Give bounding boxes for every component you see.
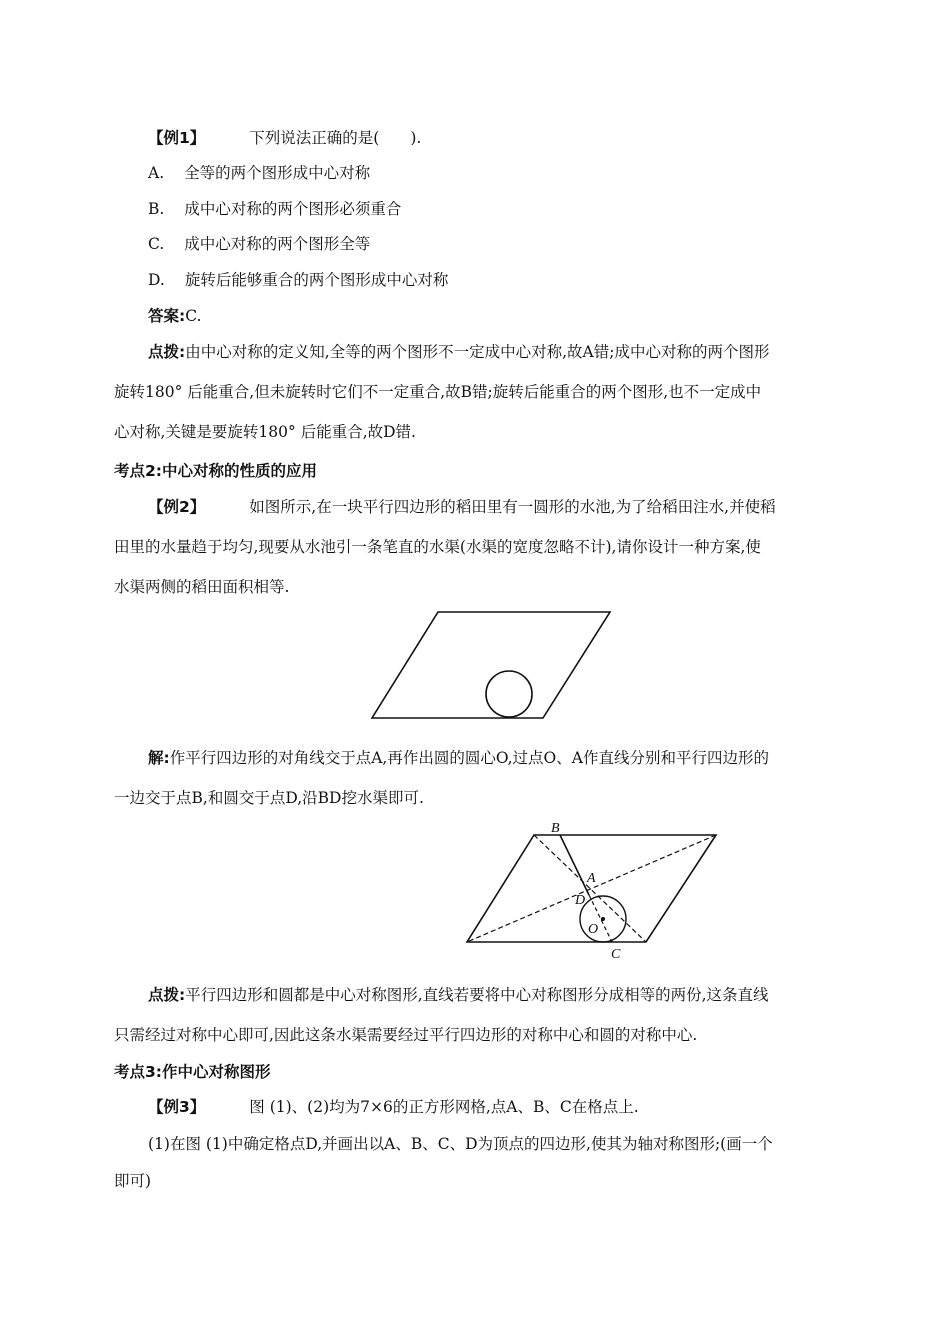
label-b: B	[551, 821, 560, 836]
example3-part1-line-2: 即可)	[114, 1172, 152, 1190]
example3-question-line	[148, 1097, 639, 1117]
example3-question: 图 (1)、(2)均为7×6的正方形网格,点A、B、C在格点上.	[249, 1098, 639, 1116]
example3-tag: 【例3】	[148, 1098, 206, 1116]
example1-question: 下列说法正确的是( ).	[249, 129, 422, 147]
answer-label: 答案:	[148, 307, 186, 325]
hint-text: 平行四边形和圆都是中心对称图形,直线若要将中心对称图形分成相等的两份,这条直线	[185, 986, 769, 1004]
option-letter: A.	[148, 164, 165, 182]
option-text: 成中心对称的两个图形全等	[184, 235, 371, 253]
example2-hint-line-1	[148, 985, 769, 1005]
example1-hint-line-3: 心对称,关键是要旋转180° 后能重合,故D错.	[114, 423, 416, 441]
label-a: A	[587, 871, 596, 886]
center-point-o	[601, 917, 605, 921]
hint-label: 点拨:	[148, 986, 186, 1004]
answer-value: C.	[185, 307, 202, 325]
solution-label: 解:	[148, 749, 170, 767]
hint-label: 点拨:	[148, 343, 186, 361]
example2-question-line-3: 水渠两侧的稻田面积相等.	[114, 578, 290, 596]
section3-heading: 考点3:作中心对称图形	[114, 1063, 271, 1081]
option-text: 旋转后能够重合的两个图形成中心对称	[184, 271, 449, 289]
example2-hint-line-2: 只需经过对称中心即可,因此这条水渠需要经过平行四边形的对称中心和圆的对称中心.	[114, 1026, 698, 1044]
label-c: C	[611, 947, 621, 962]
solution-text: 作平行四边形的对角线交于点A,再作出圆的圆心O,过点O、A作直线分别和平行四边形的	[169, 749, 769, 767]
example3-part1-line-1: (1)在图 (1)中确定格点D,并画出以A、B、C、D为顶点的四边形,使其为轴对称图形;(画一个	[148, 1135, 773, 1153]
label-d: D	[575, 893, 586, 908]
example2-tag: 【例2】	[148, 498, 206, 516]
option-text: 成中心对称的两个图形必须重合	[184, 200, 402, 218]
solution-line-2: 一边交于点B,和圆交于点D,沿BD挖水渠即可.	[114, 789, 424, 807]
example1-hint-line-2: 旋转180° 后能重合,但未旋转时它们不一定重合,故B错;旋转后能重合的两个图形,也不一定成中	[114, 383, 762, 401]
label-o: O	[588, 922, 599, 937]
section2-heading: 考点2:中心对称的性质的应用	[114, 462, 317, 480]
option-letter: D.	[148, 271, 165, 289]
option-letter: B.	[148, 200, 165, 218]
example2-question-line-2: 田里的水量趋于均匀,现要从水池引一条笔直的水渠(水渠的宽度忽略不计),请你设计一种方案,使	[114, 538, 761, 556]
option-letter: C.	[148, 235, 165, 253]
canal-line-solid	[560, 835, 589, 895]
option-text: 全等的两个图形成中心对称	[184, 164, 371, 182]
hint-text: 由中心对称的定义知,全等的两个图形不一定成中心对称,故A错;成中心对称的两个图形	[185, 343, 770, 361]
example2-question-text: 如图所示,在一块平行四边形的稻田里有一圆形的水池,为了给稻田注水,并使稻	[249, 498, 776, 516]
example1-tag: 【例1】	[148, 129, 206, 147]
